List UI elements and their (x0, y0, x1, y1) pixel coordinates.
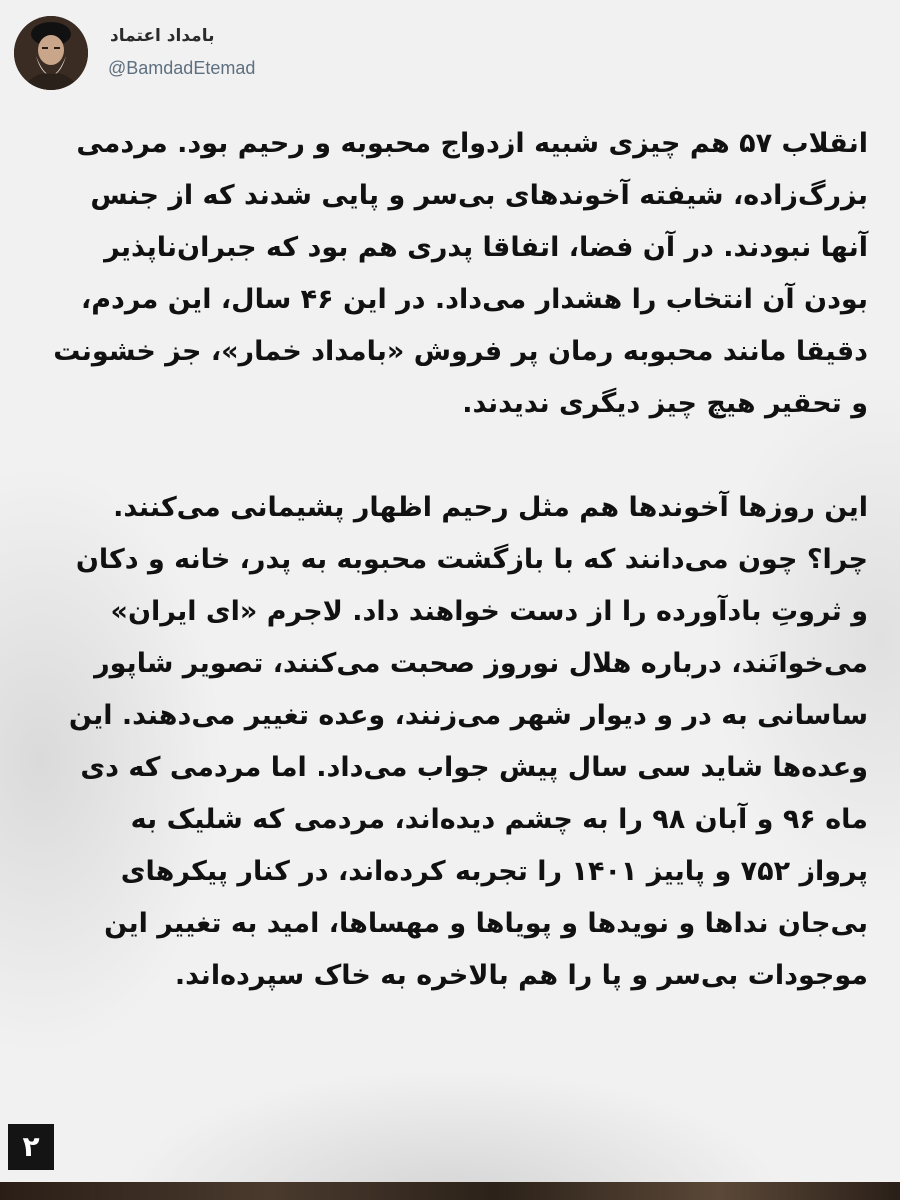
author-handle[interactable]: @BamdadEtemad (108, 58, 256, 78)
text-line: چرا؟ چون می‌دانند که با بازگشت محبوبه به پدر، خانه و دکان (75, 544, 868, 575)
paragraph-1 (28, 118, 868, 430)
text-line: بی‌جان نداها و نویدها و پویاها و مهساها، امید به تغییر این (104, 908, 868, 939)
text-line: بودن آن انتخاب را هشدار می‌داد. در این ۴۶ سال، این مردم، (80, 284, 868, 315)
text-line: این روزها آخوندها هم مثل رحیم اظهار پشیمانی می‌کنند. (113, 492, 868, 523)
author-display-name[interactable]: بامداد اعتماد (110, 26, 215, 46)
tweet-body (28, 118, 868, 1002)
bottom-image-strip (0, 1182, 900, 1200)
text-line: موجودات بی‌سر و پا را هم بالاخره به خاک سپرده‌اند. (174, 960, 868, 991)
paragraph-2 (28, 482, 868, 1002)
text-line: و ثروتِ بادآورده را از دست خواهند داد. لاجرم «ای ایران» (110, 596, 868, 627)
text-line: ساسانی به در و دیوار شهر می‌زنند، وعده تغییر می‌دهند. این (68, 700, 868, 731)
text-line: ماه ۹۶ و آبان ۹۸ را به چشم دیده‌اند، مردمی که شلیک به (130, 804, 868, 835)
text-line: و تحقیر هیچ چیز دیگری ندیدند. (462, 388, 868, 419)
text-line: انقلاب ۵۷ هم چیزی شبیه ازدواج محبوبه و رحیم بود. مردمی (76, 128, 868, 159)
tweet-header (10, 12, 890, 96)
text-line: می‌خوانَند، درباره هلال نوروز صحبت می‌کنند، تصویر شاپور (94, 648, 868, 679)
text-line: وعده‌ها شاید سی سال پیش جواب می‌داد. اما مردمی که دی (80, 752, 868, 783)
text-line: دقیقا مانند محبوبه رمان پر فروش «بامداد خمار»، جز خشونت (53, 336, 868, 367)
page-number-badge: ۲ (8, 1124, 54, 1170)
text-line: بزرگ‌زاده، شیفته آخوندهای بی‌سر و پایی شدند که از جنس (90, 180, 868, 211)
portrait-avatar[interactable] (14, 16, 88, 90)
text-line: پرواز ۷۵۲ و پاییز ۱۴۰۱ را تجربه کرده‌اند، در کنار پیکرهای (120, 856, 868, 887)
portrait-avatar-icon (14, 16, 88, 90)
text-line: آنها نبودند. در آن فضا، اتفاقا پدری هم بود که جبران‌ناپذیر (104, 232, 868, 263)
